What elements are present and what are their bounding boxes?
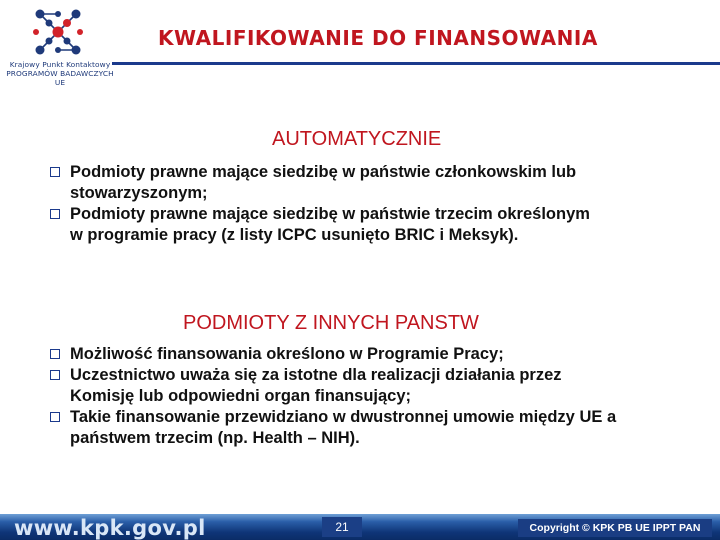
title-divider — [112, 62, 720, 65]
logo-caption-line1: Krajowy Punkt Kontaktowy — [9, 60, 111, 69]
list-item — [50, 162, 680, 204]
checkbox-bullet-icon — [50, 349, 60, 359]
logo-caption-line2: PROGRAMÓW BADAWCZYCH UE — [6, 69, 114, 87]
list-item-line: Takie finansowanie przewidziano w dwustronnej umowie między UE a — [70, 408, 617, 426]
copyright-notice: Copyright © KPK PB UE IPPT PAN — [518, 519, 712, 537]
list-item-line: Komisję lub odpowiedni organ finansujący; — [70, 387, 412, 405]
footer-bar — [0, 514, 720, 540]
list-item-line: Możliwość finansowania określono w Programie Pracy; — [70, 345, 504, 363]
list-item — [50, 204, 680, 246]
other-countries-list — [50, 344, 680, 449]
section-heading-automatic: AUTOMATYCZNIE — [272, 128, 442, 150]
list-item-line: Podmioty prawne mające siedzibę w państwie członkowskim lub — [70, 163, 577, 181]
list-item — [50, 344, 680, 365]
list-item-line: Podmioty prawne mające siedzibę w państwie trzecim określonym — [70, 205, 590, 223]
list-item-line: państwem trzecim (np. Health – NIH). — [70, 429, 360, 447]
checkbox-bullet-icon — [50, 370, 60, 380]
logo-caption — [4, 60, 116, 87]
checkbox-bullet-icon — [50, 412, 60, 422]
page-number: 21 — [322, 517, 362, 537]
list-item-line: stowarzyszonym; — [70, 184, 208, 202]
list-item — [50, 365, 680, 407]
list-item — [50, 407, 680, 449]
kpk-logo — [4, 6, 114, 90]
checkbox-bullet-icon — [50, 209, 60, 219]
list-item-line: w programie pracy (z listy ICPC usunięto BRIC i Meksyk). — [70, 226, 519, 244]
network-x-logo-icon — [30, 6, 86, 58]
automatic-list — [50, 162, 680, 246]
footer-url-link[interactable]: www.kpk.gov.pl — [14, 516, 206, 540]
list-item-line: Uczestnictwo uważa się za istotne dla realizacji działania przez — [70, 366, 562, 384]
slide-title: KWALIFIKOWANIE DO FINANSOWANIA — [158, 26, 598, 50]
checkbox-bullet-icon — [50, 167, 60, 177]
section-heading-other-countries: PODMIOTY Z INNYCH PANSTW — [183, 312, 479, 334]
